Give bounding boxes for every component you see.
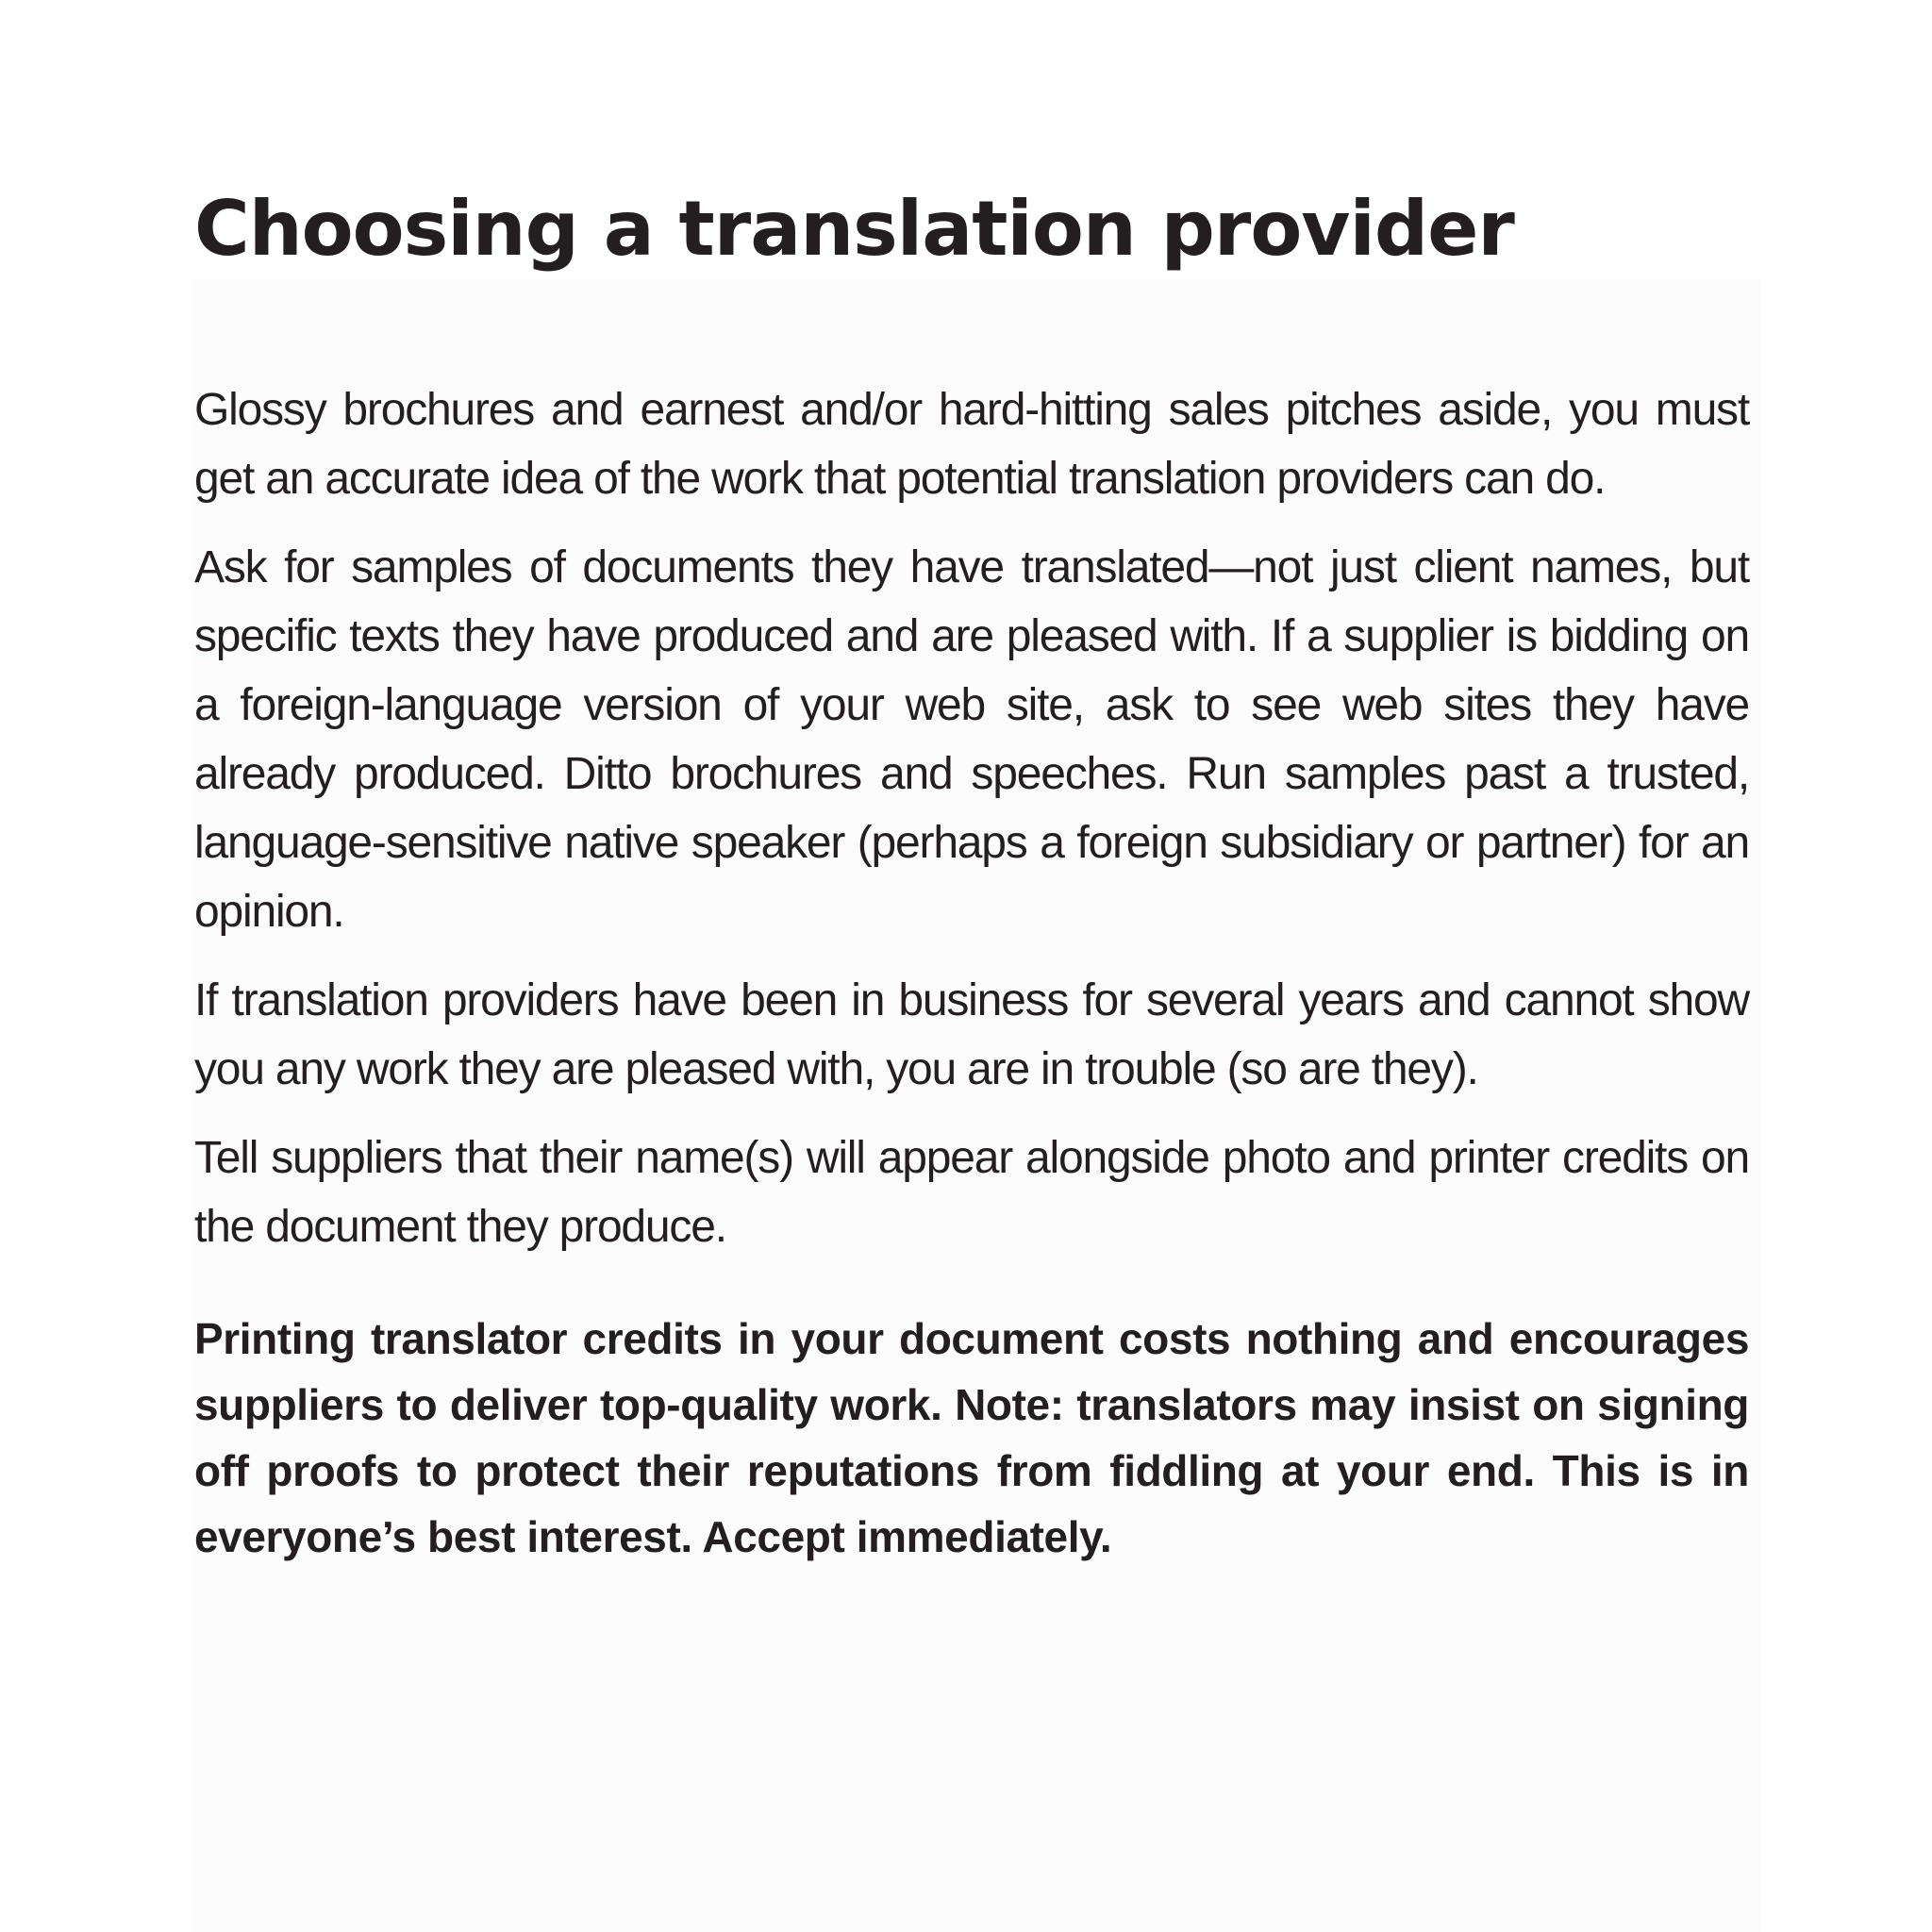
page-title: Choosing a translation provider (194, 185, 1514, 273)
paragraph-experience: If translation providers have been in business for several years and cannot show you any work they are pleased with, you are in trouble (so are they). (194, 975, 1749, 1094)
paragraph-samples: Ask for samples of documents they have translated—not just client names, but specific texts they have produced and are pleased with. If a supplier is bidding on a foreign-language version of your web site, ask to see web sites they have already produced. Ditto brochures and speeches. Run samples past a trusted, language-sensitive native speaker (perhaps a foreign subsidiary or partner) for an opinion. (194, 542, 1749, 937)
paragraph-credits: Tell suppliers that their name(s) will appear alongside photo and printer credits on the document they produce. (194, 1133, 1749, 1252)
body-text (194, 375, 1749, 1281)
paragraph-intro: Glossy brochures and earnest and/or hard-hitting sales pitches aside, you must get an accurate idea of the work that potential translation providers can do. (194, 385, 1749, 504)
callout-paragraph: Printing translator credits in your document costs nothing and encourages suppliers to deliver top-quality work. Note: translators may insist on signing off proofs to protect their reputations from fiddling at your end. This is in everyone’s best interest. Accept immediately. (194, 1314, 1749, 1561)
